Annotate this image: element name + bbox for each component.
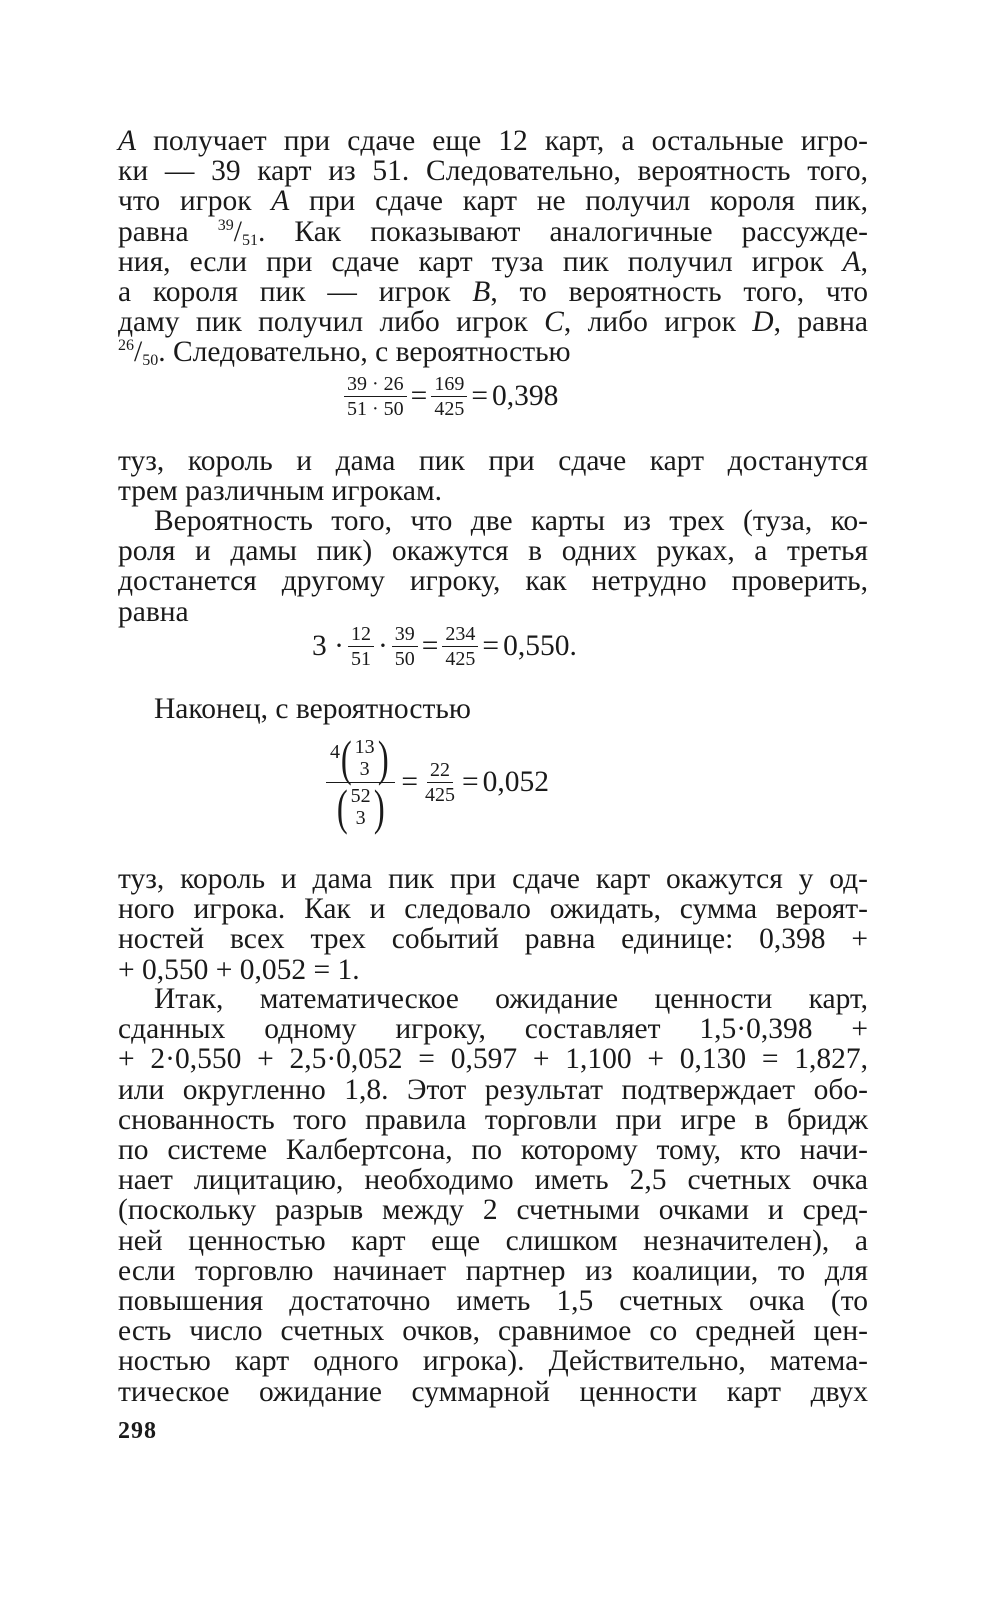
text-line: Вероятность того, что две карты из трех (туза, ко- bbox=[154, 505, 868, 537]
numerator: 39 · 26 bbox=[344, 372, 407, 397]
binomial-n: 13 bbox=[354, 736, 375, 758]
text-line: А получает при сдаче еще 12 карт, а остальные игро- bbox=[118, 125, 868, 157]
paragraph-6 bbox=[118, 984, 868, 1407]
text-line: (поскольку разрыв между 2 счетными очками и сред- bbox=[118, 1194, 868, 1227]
text-line: ностей всех трех событий равна единице: 0,398 + bbox=[118, 923, 868, 956]
text-line: тическое ожидание суммарной ценности карт двух bbox=[118, 1375, 868, 1408]
text-line: снованность того правила торговли при игре в бридж bbox=[118, 1103, 868, 1136]
denominator: 50 bbox=[394, 648, 415, 670]
text-line: ного игрока. Как и следовало ожидать, сумма вероят- bbox=[118, 893, 868, 926]
text-line: туз, король и дама пик при сдаче карт окажутся у од- bbox=[118, 863, 868, 895]
paragraph-3 bbox=[118, 506, 868, 627]
formula-1 bbox=[340, 372, 558, 421]
text-line: если торговлю начинает партнер из коалиции, то для bbox=[118, 1254, 868, 1287]
text-line: нает лицитацию, необходимо иметь 2,5 счетных очка bbox=[118, 1164, 868, 1197]
text-line: а короля пик — игрок В, то вероятность того, что bbox=[118, 276, 868, 309]
paragraph-2 bbox=[118, 446, 868, 506]
binomial-coefficient: ( 13 3 ) bbox=[340, 730, 389, 786]
text-line: туз, король и дама пик при сдаче карт достанутся bbox=[118, 445, 868, 477]
text-line: роля и дамы пик) окажутся в одних руках, а третья bbox=[118, 535, 868, 568]
text-line: что игрок А при сдаче карт не получил короля пик, bbox=[118, 185, 868, 218]
formula-result: 0,550. bbox=[503, 630, 577, 662]
binomial-fraction bbox=[326, 730, 395, 835]
text-line: равна bbox=[118, 595, 189, 628]
equals-sign: = bbox=[421, 630, 439, 662]
text-line: + 2·0,550 + 2,5·0,052 = 0,597 + 1,100 + 0,130 = 1,827, bbox=[118, 1043, 868, 1076]
formula-result: 0,052 bbox=[482, 766, 549, 798]
equals-sign: = bbox=[471, 380, 488, 412]
fraction bbox=[431, 372, 467, 421]
text-line: по системе Калбертсона, по которому тому, кто начи- bbox=[118, 1134, 868, 1167]
text-line: или округленно 1,8. Этот результат подтверждает обо- bbox=[118, 1073, 868, 1106]
equals-sign: = bbox=[401, 766, 418, 798]
text-line: есть число счетных очков, сравнимое со средней цен- bbox=[118, 1315, 868, 1348]
denominator: 425 bbox=[434, 398, 465, 420]
denominator: 51 bbox=[350, 648, 371, 670]
binomial-n: 52 bbox=[350, 785, 371, 807]
coefficient: 3 · bbox=[312, 630, 344, 662]
numerator: 169 bbox=[431, 372, 467, 397]
paragraph-1 bbox=[118, 126, 868, 368]
denominator: 425 bbox=[424, 784, 455, 806]
equals-sign: = bbox=[482, 630, 500, 662]
text-line: Наконец, с вероятностью bbox=[154, 693, 471, 725]
page-number: 298 bbox=[118, 1418, 157, 1444]
multiply-dot: · bbox=[377, 630, 388, 662]
fraction bbox=[344, 372, 407, 421]
text-line: ней ценностью карт еще слишком незначителен), а bbox=[118, 1224, 868, 1257]
text-line: ния, если при сдаче карт туза пик получил игрок А, bbox=[118, 245, 868, 278]
denominator: 51 · 50 bbox=[347, 398, 404, 420]
text-line: повышения достаточно иметь 1,5 счетных очка (то bbox=[118, 1285, 868, 1318]
fraction bbox=[422, 758, 458, 807]
denominator: 425 bbox=[445, 648, 476, 670]
text-line: даму пик получил либо игрок С, либо игрок D, равна bbox=[118, 306, 868, 339]
numerator: 39 bbox=[392, 622, 418, 647]
text-line: трем различным игрокам. bbox=[118, 475, 443, 508]
text-line: ки — 39 карт из 51. Следовательно, вероятность того, bbox=[118, 155, 868, 188]
paragraph-5 bbox=[118, 864, 868, 985]
text-line: ностью карт одного игрока). Действительно, матема- bbox=[118, 1345, 868, 1378]
numerator: 12 bbox=[348, 622, 374, 647]
fraction bbox=[348, 622, 374, 671]
binomial-k: 3 bbox=[355, 807, 366, 829]
equals-sign: = bbox=[461, 766, 479, 798]
formula-3 bbox=[326, 730, 549, 835]
binomial-k: 3 bbox=[359, 758, 370, 780]
paragraph-4 bbox=[118, 694, 868, 724]
binomial-coefficient: ( 52 3 ) bbox=[336, 779, 385, 835]
coefficient: 4 bbox=[330, 740, 340, 763]
numerator: 234 bbox=[442, 622, 478, 647]
formula-result: 0,398 bbox=[491, 380, 559, 412]
text-line: равна $^{39}/_{51}$. Как показывают аналогичные рассужде- bbox=[118, 215, 868, 249]
text-line: достанется другому игроку, как нетрудно проверить, bbox=[118, 565, 868, 598]
formula-2 bbox=[312, 622, 577, 671]
fraction bbox=[392, 622, 418, 671]
text-line: + 0,550 + 0,052 = 1. bbox=[118, 953, 360, 986]
equals-sign: = bbox=[410, 380, 428, 412]
numerator: 22 bbox=[427, 758, 453, 783]
text-line: сданных одному игроку, составляет 1,5·0,398 + bbox=[118, 1013, 868, 1046]
fraction bbox=[442, 622, 478, 671]
text-line: Итак, математическое ожидание ценности карт, bbox=[154, 983, 868, 1015]
text-line: $^{26}/_{50}$. Следовательно, с вероятностью bbox=[118, 336, 571, 370]
